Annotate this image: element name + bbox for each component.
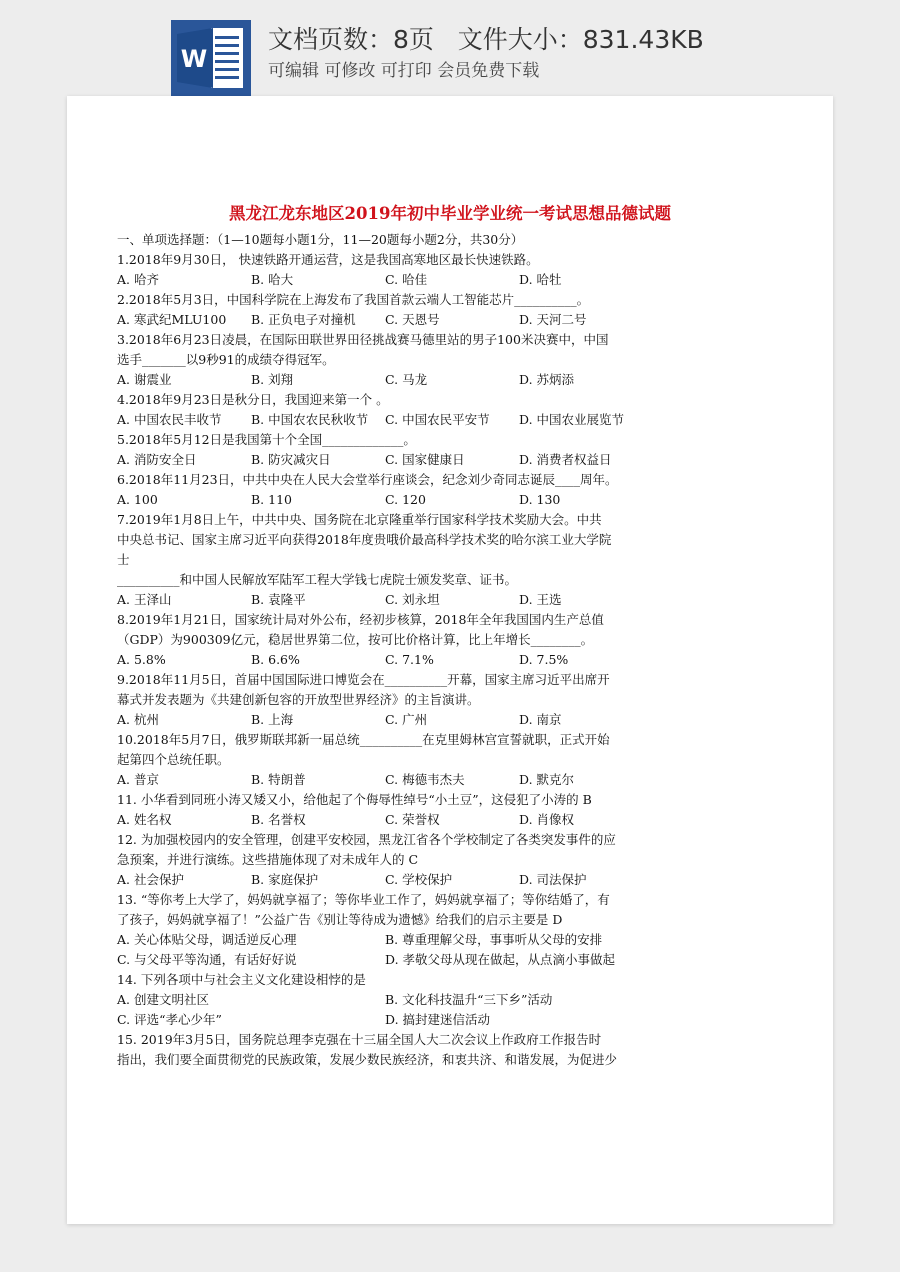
option-c: C. 广州 (385, 712, 428, 727)
option-c: C. 评选“孝心少年” (117, 1012, 222, 1027)
question-4: 4.2018年9月23日是秋分日，我国迎来第一个 。 (117, 392, 389, 407)
option-b: B. 袁隆平 (251, 592, 306, 607)
option-a: A. 哈齐 (117, 272, 159, 287)
option-b: B. 110 (251, 492, 292, 507)
download-header (0, 0, 900, 100)
file-info: 文档页数：8页 文件大小：831.43KB (268, 25, 704, 54)
option-a: A. 创建文明社区 (117, 992, 209, 1007)
option-c: C. 天恩号 (385, 312, 440, 327)
question-7-cont3: __________和中国人民解放军陆军工程大学钱七虎院士颁发奖章、证书。 (117, 572, 518, 587)
question-10: 10.2018年5月7日，俄罗斯联邦新一届总统__________在克里姆林宫宣誓就职，正式开始 (117, 732, 610, 747)
question-15-cont: 指出，我们要全面贯彻党的民族政策，发展少数民族经济，和衷共济、和谐发展，为促进少 (117, 1052, 618, 1067)
option-b: B. 6.6% (251, 652, 300, 667)
option-b: B. 尊重理解父母，事事听从父母的安排 (385, 932, 603, 947)
option-c: C. 120 (385, 492, 426, 507)
option-a: A. 中国农民丰收节 (117, 412, 222, 427)
option-c: C. 梅德韦杰夫 (385, 772, 465, 787)
option-d: D. 默克尔 (519, 772, 575, 787)
question-7: 7.2019年1月8日上午，中共中央、国务院在北京隆重举行国家科学技术奖励大会。中共 (117, 512, 602, 527)
option-b: B. 上海 (251, 712, 294, 727)
option-d: D. 搞封建迷信活动 (385, 1012, 491, 1027)
question-11: 11. 小华看到同班小涛又矮又小，给他起了个侮辱性绰号“小土豆”，这侵犯了小涛的 B (117, 792, 592, 807)
option-b: B. 名誉权 (251, 812, 306, 827)
option-d: D. 哈牡 (519, 272, 562, 287)
question-14: 14. 下列各项中与社会主义文化建设相悖的是 (117, 972, 366, 987)
question-6: 6.2018年11月23日，中共中央在人民大会堂举行座谈会，纪念刘少奇同志诞辰____周年。 (117, 472, 618, 487)
option-c: C. 马龙 (385, 372, 428, 387)
option-b: B. 家庭保护 (251, 872, 319, 887)
option-d: D. 王选 (519, 592, 562, 607)
option-c: C. 国家健康日 (385, 452, 465, 467)
question-10-cont: 起第四个总统任职。 (117, 752, 230, 767)
option-c: C. 哈佳 (385, 272, 428, 287)
option-d: D. 苏炳添 (519, 372, 575, 387)
question-9: 9.2018年11月5日，首届中国国际进口博览会在__________开幕，国家主席习近平出席开 (117, 672, 610, 687)
option-d: D. 7.5% (519, 652, 569, 667)
option-c: C. 与父母平等沟通，有话好好说 (117, 952, 297, 967)
option-c: C. 荣誉权 (385, 812, 440, 827)
option-b: B. 刘翔 (251, 372, 294, 387)
document-title: 黑龙江龙东地区2019年初中毕业学业统一考试思想品德试题 (229, 204, 671, 223)
question-15: 15. 2019年3月5日，国务院总理李克强在十三届全国人大二次会议上作政府工作报告时 (117, 1032, 602, 1047)
question-8: 8.2019年1月21日，国家统计局对外公布，经初步核算，2018年全年我国国内生产总值 (117, 612, 604, 627)
option-d: D. 孝敬父母从现在做起，从点滴小事做起 (385, 952, 616, 967)
file-features: 可编辑 可修改 可打印 会员免费下载 (268, 61, 540, 81)
option-d: D. 中国农业展览节 (519, 412, 625, 427)
question-3: 3.2018年6月23日凌晨，在国际田联世界田径挑战赛马德里站的男子100米决赛中，中国 (117, 332, 609, 347)
question-13-cont: 了孩子，妈妈就享福了！”公益广告《别让等待成为遗憾》给我们的启示主要是 D (117, 912, 563, 927)
option-a: A. 谢震业 (117, 372, 172, 387)
option-a: A. 5.8% (117, 652, 166, 667)
question-8-cont: （GDP）为900309亿元，稳居世界第二位，按可比价格计算，比上年增长________。 (117, 632, 594, 647)
option-a: A. 王泽山 (117, 592, 172, 607)
option-c: C. 学校保护 (385, 872, 453, 887)
question-7-cont2: 士 (117, 552, 130, 567)
option-b: B. 文化科技温升“三下乡”活动 (385, 992, 553, 1007)
question-12: 12. 为加强校园内的安全管理，创建平安校园，黑龙江省各个学校制定了各类突发事件的应 (117, 832, 616, 847)
option-c: C. 中国农民平安节 (385, 412, 490, 427)
question-5: 5.2018年5月12日是我国第十个全国_____________。 (117, 432, 416, 447)
question-12-cont: 急预案，并进行演练。这些措施体现了对未成年人的 C (117, 852, 419, 867)
question-1: 1.2018年9月30日， 快速铁路开通运营，这是我国高寒地区最长快速铁路。 (117, 252, 539, 267)
option-c: C. 7.1% (385, 652, 434, 667)
option-c: C. 刘永坦 (385, 592, 440, 607)
option-d: D. 司法保护 (519, 872, 587, 887)
section-heading: 一、单项选择题：（1—10题每小题1分，11—20题每小题2分，共30分） (117, 232, 524, 247)
option-d: D. 肖像权 (519, 812, 575, 827)
question-7-cont: 中央总书记、国家主席习近平向获得2018年度贵哦价最高科学技术奖的哈尔滨工业大学院 (117, 532, 612, 547)
option-b: B. 防灾减灾日 (251, 452, 331, 467)
option-d: D. 消费者权益日 (519, 452, 612, 467)
option-a: A. 关心体贴父母，调适逆反心理 (117, 932, 297, 947)
question-2: 2.2018年5月3日，中国科学院在上海发布了我国首款云端人工智能芯片__________。 (117, 292, 590, 307)
option-a: A. 社会保护 (117, 872, 184, 887)
option-a: A. 普京 (117, 772, 159, 787)
word-doc-icon (171, 20, 251, 96)
option-b: B. 特朗普 (251, 772, 306, 787)
svg-text:W: W (180, 45, 208, 73)
option-b: B. 中国农农民秋收节 (251, 412, 369, 427)
option-a: A. 杭州 (117, 712, 159, 727)
question-13: 13. “等你考上大学了，妈妈就享福了；等你毕业工作了，妈妈就享福了；等你结婚了，有 (117, 892, 610, 907)
option-d: D. 130 (519, 492, 561, 507)
question-9-cont: 幕式并发表题为《共建创新包容的开放型世界经济》的主旨演讲。 (117, 692, 480, 707)
option-a: A. 姓名权 (117, 812, 172, 827)
option-a: A. 消防安全日 (117, 452, 197, 467)
option-b: B. 哈大 (251, 272, 294, 287)
question-3-cont: 选手_______以9秒91的成绩夺得冠军。 (117, 352, 335, 367)
option-a: A. 寒武纪MLU100 (117, 312, 227, 327)
option-d: D. 南京 (519, 712, 562, 727)
option-d: D. 天河二号 (519, 312, 587, 327)
option-b: B. 正负电子对撞机 (251, 312, 356, 327)
option-a: A. 100 (117, 492, 158, 507)
